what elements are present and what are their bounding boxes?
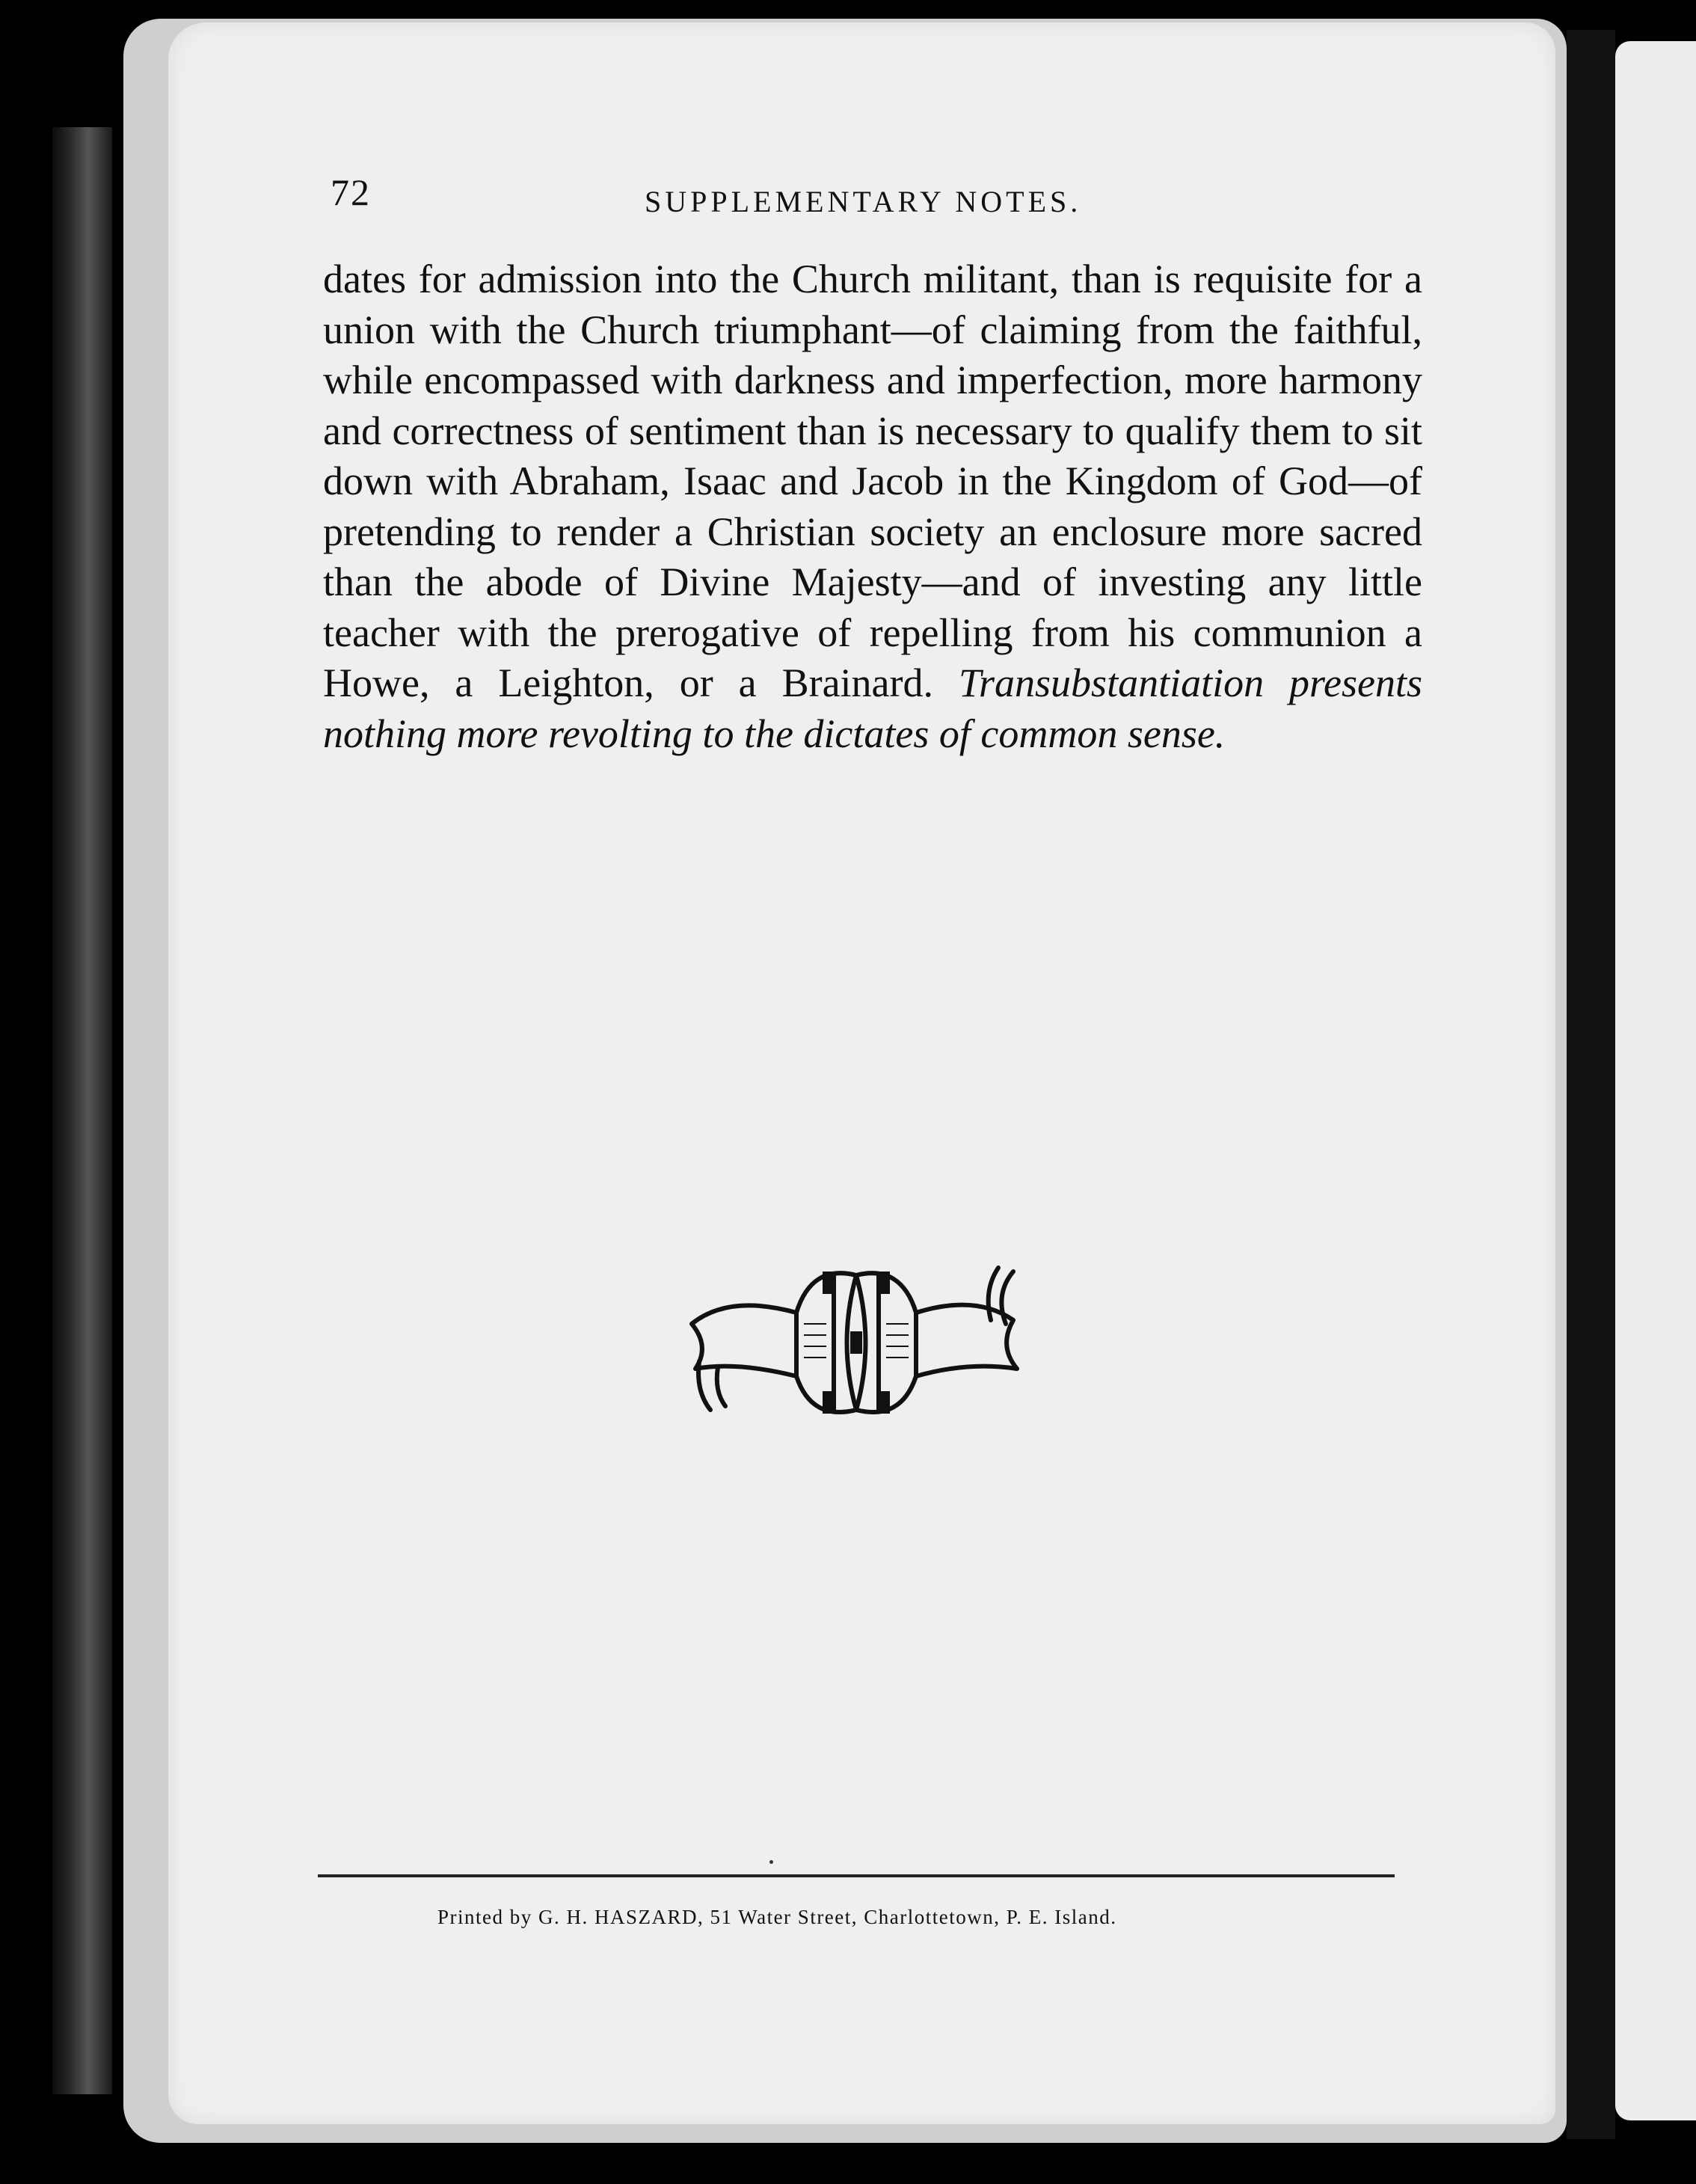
facing-page-edge [1615, 41, 1696, 2120]
book-gutter [1567, 30, 1615, 2139]
body-italic-text: Transubstantiation presents nothing more revolting to the dictates of common sense. [323, 660, 1423, 756]
page-number: 72 [331, 171, 371, 213]
ribbon-ornament-icon [684, 1249, 1028, 1432]
body-paragraph [323, 254, 1422, 759]
running-head: SUPPLEMENTARY NOTES. [645, 185, 1082, 218]
body-roman-text: dates for admission into the Church militant, than is requisite for a union with the Church triumphant—of claiming from the faithful, while encompassed with darkness and imperfection, more harmony and correctness of sentiment than is necessary to qualify them to sit down with Abraham, Isaac and Jacob in the Kingdom of God—of pretending to render a Christian society an enclosure more sacred than the abode of Divine Majesty—and of investing any little teacher with the prerogative of repelling from his communion a Howe, a Leighton, or a Brainard. [323, 257, 1422, 705]
footer-rule [318, 1874, 1395, 1877]
printer-imprint: Printed by G. H. HASZARD, 51 Water Street, Charlottetown, P. E. Island. [437, 1906, 1117, 1928]
book-left-edge [52, 127, 112, 2094]
rule-dot [769, 1860, 773, 1864]
